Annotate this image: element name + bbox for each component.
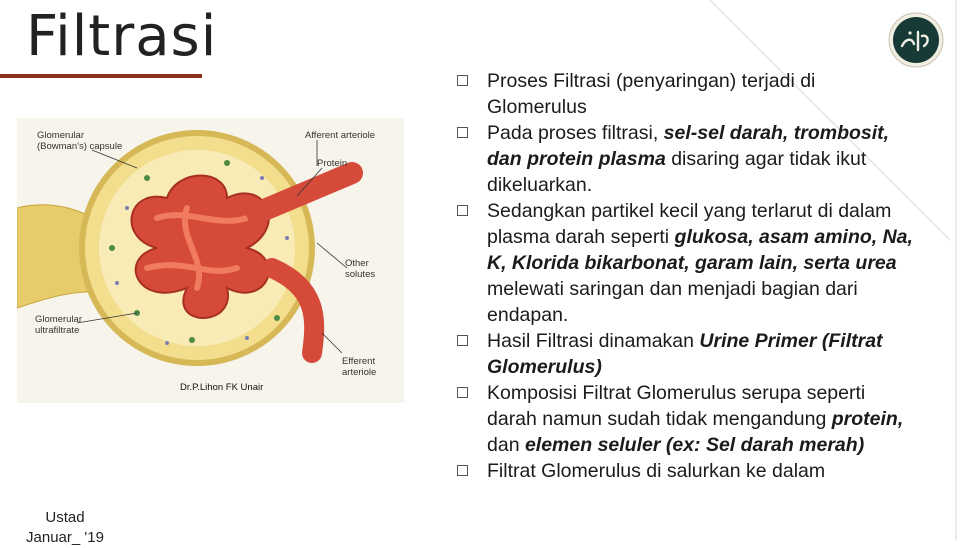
glomerulus-diagram	[17, 118, 404, 403]
title-underline	[0, 74, 202, 78]
label-bowman-capsule: Glomerular (Bowman's) capsule	[37, 130, 123, 152]
bullet-item	[457, 198, 917, 328]
checkbox-bullet-icon	[457, 335, 468, 346]
checkbox-bullet-icon	[457, 205, 468, 216]
bullet-text: disaring agar tidak ikut dikeluarkan.	[487, 148, 867, 196]
checkbox-bullet-icon	[457, 387, 468, 398]
bullet-text: Proses Filtrasi (penyaringan) terjadi di Glomerulus	[487, 70, 816, 118]
bullet-emphasis: elemen seluler (ex: Sel darah merah)	[524, 434, 865, 456]
bullet-text: Filtrat Glomerulus di salurkan ke dalam	[487, 460, 826, 482]
checkbox-bullet-icon	[457, 127, 468, 138]
bullet-item	[457, 458, 917, 484]
footer-author	[0, 508, 130, 548]
bullet-item	[457, 120, 917, 198]
bullet-list	[457, 68, 917, 484]
logo-emblem	[888, 12, 944, 68]
slide-title: Filtrasi	[26, 4, 218, 69]
label-glomerular-ultrafiltrate: Glomerular ultrafiltrate	[35, 314, 82, 336]
label-other-solutes: Other solutes	[345, 258, 376, 280]
checkbox-bullet-icon	[457, 465, 468, 476]
bullet-emphasis: sel-sel darah, trombosit, dan protein plasma	[487, 122, 890, 170]
bullet-emphasis: glukosa, asam amino, Na, K, Klorida bikarbonat, garam lain, serta urea	[487, 226, 913, 274]
bullet-emphasis: Urine Primer (Filtrat Glomerulus)	[487, 330, 883, 378]
image-credit: Dr.P.Lihon FK Unair	[180, 382, 264, 393]
label-protein: Protein	[317, 158, 348, 169]
bullet-text: Komposisi Filtrat Glomerulus serupa seperti darah namun sudah tidak mengandung	[487, 382, 866, 430]
footer-line-2: Januar_ '19	[26, 529, 104, 546]
label-efferent-arteriole: Efferent arteriole	[342, 356, 377, 378]
footer-line-1: Ustad	[45, 509, 85, 526]
bullet-text: dan	[487, 434, 525, 456]
bullet-item	[457, 68, 917, 120]
bullet-item	[457, 328, 917, 380]
label-afferent-arteriole: Afferent arteriole	[305, 130, 376, 141]
bullet-item	[457, 380, 917, 458]
bullet-text: Sedangkan partikel kecil yang terlarut di dalam plasma darah seperti	[487, 200, 892, 248]
bullet-emphasis: protein,	[831, 408, 904, 430]
checkbox-bullet-icon	[457, 75, 468, 86]
bullet-text: Hasil Filtrasi dinamakan	[487, 330, 700, 352]
bullet-text: Pada proses filtrasi,	[487, 122, 664, 144]
bullet-text: melewati saringan dan menjadi bagian dari endapan.	[487, 278, 858, 326]
